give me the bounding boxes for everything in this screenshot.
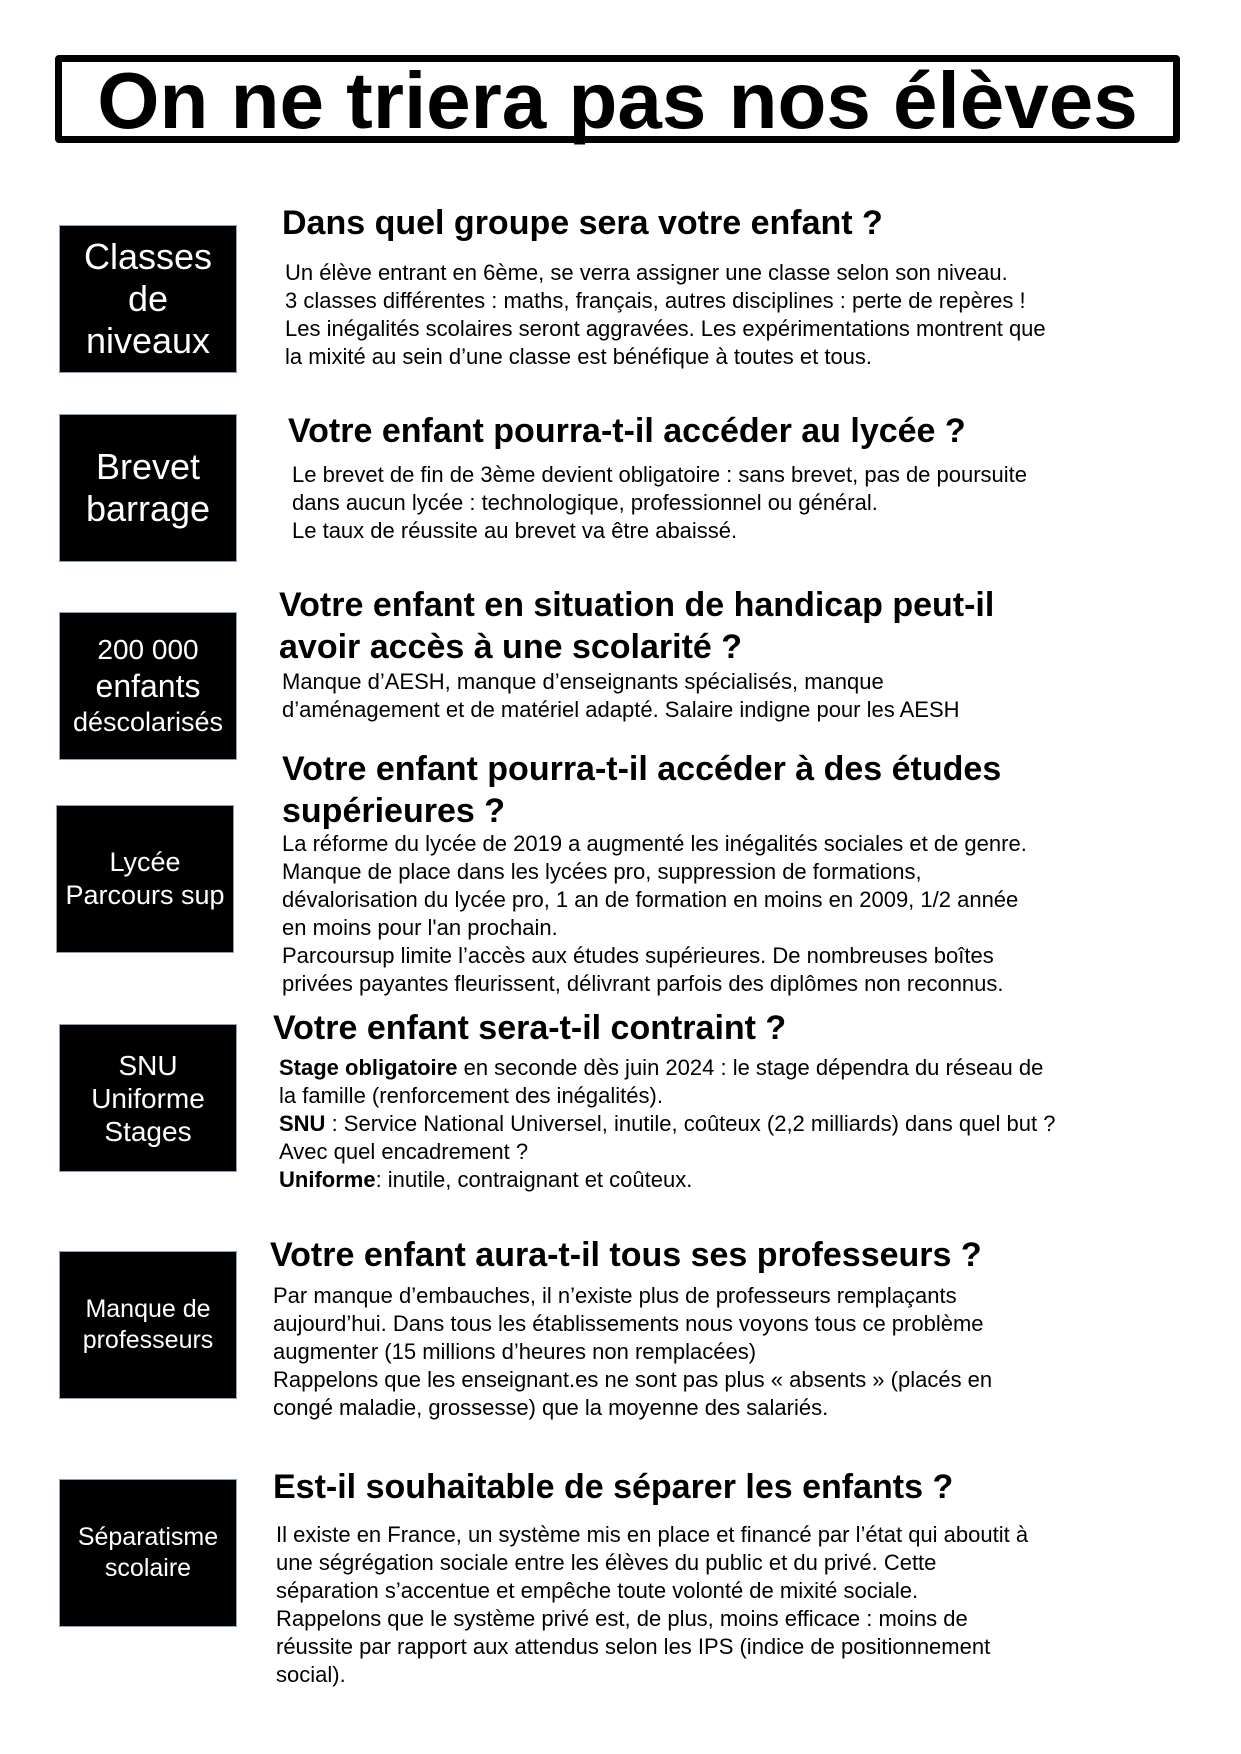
heading-line: Est-il souhaitable de séparer les enfants ?: [273, 1468, 954, 1506]
heading-line: Votre enfant aura-t-il tous ses professeurs ?: [270, 1236, 982, 1274]
section-body: [276, 1521, 1028, 1689]
body-line: dévalorisation du lycée pro, 1 an de formation en moins en 2009, 1/2 année: [282, 887, 1019, 912]
page-title: On ne triera pas nos élèves: [97, 56, 1138, 145]
section-body: [282, 668, 960, 724]
body-line: Parcoursup limite l’accès aux études supérieures. De nombreuses boîtes: [282, 943, 994, 968]
heading-line: Votre enfant pourra-t-il accéder à des études: [282, 750, 1002, 788]
section-body: [279, 1054, 1055, 1194]
body-line: privées payantes fleurissent, délivrant parfois des diplômes non reconnus.: [282, 971, 1004, 996]
heading-line: Dans quel groupe sera votre enfant ?: [282, 204, 883, 242]
tag-line: Lycée: [109, 847, 181, 877]
body-line: une ségrégation sociale entre les élèves du public et du privé. Cette: [276, 1550, 937, 1575]
tag-brevet-barrage: [59, 414, 237, 562]
tag-line: déscolarisés: [72, 707, 224, 737]
body-line: Le taux de réussite au brevet va être abaissé.: [292, 518, 738, 543]
heading-line: avoir accès à une scolarité ?: [279, 628, 743, 666]
body-line: la mixité au sein d’une classe est bénéfique à toutes et tous.: [285, 344, 873, 369]
body-text: : inutile, contraignant et coûteux.: [375, 1167, 693, 1192]
tag-line: niveaux: [85, 320, 211, 361]
tag-line: scolaire: [104, 1554, 192, 1582]
body-line: réussite par rapport aux attendus selon les IPS (indice de positionnement: [276, 1634, 991, 1659]
bold-term: SNU: [279, 1111, 326, 1136]
tag-line: Uniforme: [91, 1082, 205, 1114]
body-line: [279, 1138, 1055, 1166]
section-heading: [282, 202, 883, 244]
section-heading: [270, 1234, 982, 1276]
tag-line: enfants: [95, 668, 201, 704]
body-text: Avec quel encadrement ?: [279, 1139, 529, 1164]
section-heading: [279, 584, 994, 668]
body-line: [279, 1054, 1055, 1082]
section-heading: [288, 410, 966, 452]
tag-line: barrage: [85, 488, 211, 529]
tag-line: Brevet: [95, 446, 201, 487]
tag-line: Parcours sup: [65, 880, 225, 910]
body-line: Par manque d’embauches, il n’existe plus de professeurs remplaçants: [273, 1283, 957, 1308]
section-body: [273, 1282, 992, 1422]
body-line: congé maladie, grossesse) que la moyenne des salariés.: [273, 1395, 829, 1420]
tag-snu-uniforme-stages: [59, 1024, 237, 1172]
body-line: séparation s’accentue et empêche toute volonté de mixité sociale.: [276, 1578, 919, 1603]
body-line: Le brevet de fin de 3ème devient obligatoire : sans brevet, pas de poursuite: [292, 462, 1028, 487]
bold-term: Stage obligatoire: [279, 1055, 458, 1080]
body-line: en moins pour l'an prochain.: [282, 915, 558, 940]
section-heading: [273, 1007, 786, 1049]
tag-line: Séparatisme: [77, 1523, 219, 1551]
section-heading: [273, 1466, 953, 1508]
title-box: [55, 55, 1180, 143]
body-text: en seconde dès juin 2024 : le stage dépendra du réseau de: [457, 1055, 1044, 1080]
heading-line: Votre enfant sera-t-il contraint ?: [273, 1009, 787, 1047]
body-line: [279, 1110, 1055, 1138]
body-line: Les inégalités scolaires seront aggravées. Les expérimentations montrent que: [285, 316, 1046, 341]
body-line: La réforme du lycée de 2019 a augmenté les inégalités sociales et de genre.: [282, 831, 1027, 856]
body-line: Manque de place dans les lycées pro, suppression de formations,: [282, 859, 922, 884]
section-body: [285, 259, 1046, 371]
bold-term: Uniforme: [279, 1167, 376, 1192]
body-line: d’aménagement et de matériel adapté. Salaire indigne pour les AESH: [282, 697, 960, 722]
tag-separatisme-scolaire: [59, 1479, 237, 1627]
tag-manque-de-professeurs: [59, 1251, 237, 1399]
body-line: Manque d’AESH, manque d’enseignants spécialisés, manque: [282, 669, 884, 694]
tag-line: de: [127, 278, 169, 319]
heading-line: supérieures ?: [282, 792, 505, 830]
body-line: Rappelons que le système privé est, de plus, moins efficace : moins de: [276, 1606, 968, 1631]
heading-line: Votre enfant en situation de handicap peut-il: [279, 586, 995, 624]
body-line: augmenter (15 millions d’heures non remplacées): [273, 1339, 757, 1364]
body-line: dans aucun lycée : technologique, professionnel ou général.: [292, 490, 878, 515]
tag-classes-de-niveaux: [59, 225, 237, 373]
body-line: Un élève entrant en 6ème, se verra assigner une classe selon son niveau.: [285, 260, 1008, 285]
tag-line: professeurs: [82, 1326, 214, 1354]
body-line: social).: [276, 1662, 346, 1687]
body-line: aujourd’hui. Dans tous les établissements nous voyons tous ce problème: [273, 1311, 984, 1336]
tag-line: Classes: [83, 236, 213, 277]
tag-line: 200 000: [97, 634, 199, 665]
body-line: Il existe en France, un système mis en place et financé par l’état qui aboutit à: [276, 1522, 1029, 1547]
tag-line: Stages: [104, 1115, 192, 1147]
body-text: la famille (renforcement des inégalités).: [279, 1083, 663, 1108]
body-line: [279, 1166, 1055, 1194]
body-line: [279, 1082, 1055, 1110]
body-line: 3 classes différentes : maths, français, autres disciplines : perte de repères !: [285, 288, 1026, 313]
section-body: [282, 830, 1027, 998]
heading-line: Votre enfant pourra-t-il accéder au lycée ?: [288, 412, 966, 450]
body-line: Rappelons que les enseignant.es ne sont pas plus « absents » (placés en: [273, 1367, 993, 1392]
tag-line: SNU: [118, 1049, 178, 1081]
body-text: : Service National Universel, inutile, coûteux (2,2 milliards) dans quel but ?: [325, 1111, 1056, 1136]
tag-line: Manque de: [85, 1295, 211, 1323]
section-heading: [282, 748, 1001, 832]
tag-enfants-descolarises: [59, 612, 237, 760]
tag-lycee-parcours-sup: [56, 805, 234, 953]
section-body: [292, 461, 1027, 545]
